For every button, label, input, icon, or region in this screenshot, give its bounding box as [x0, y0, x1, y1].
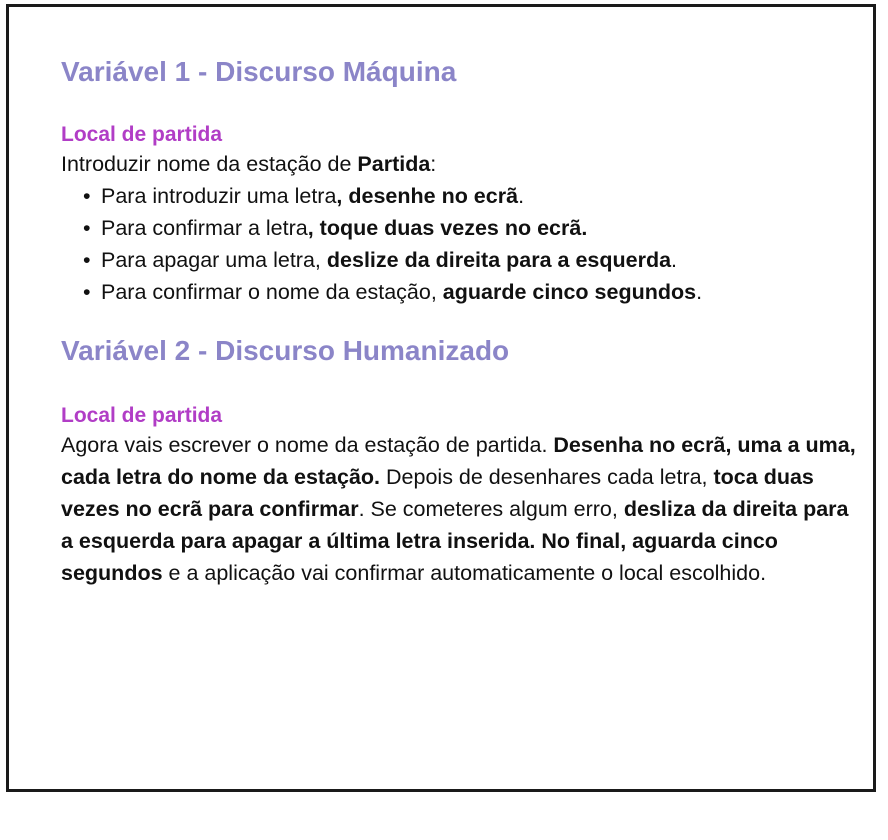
list-item-text: Para introduzir uma letra: [101, 184, 337, 208]
list-item: [83, 244, 861, 276]
bullet-icon: •: [83, 184, 91, 208]
variant1-title: Variável 1 - Discurso Máquina: [61, 56, 457, 87]
list-item-bold: deslize da direita para a esquerda: [326, 248, 672, 272]
variant2-paragraph: [61, 429, 861, 589]
list-item-bold: , toque duas vezes no ecrã.: [307, 216, 588, 240]
list-item-text: Para confirmar o nome da estação,: [101, 280, 443, 304]
variant2-text-3: . Se cometeres algum erro,: [358, 497, 624, 521]
list-item-text: Para apagar uma letra,: [101, 248, 327, 272]
variant1-intro-end: :: [430, 152, 437, 176]
variant1-section-title: Local de partida: [61, 123, 223, 146]
variant2-bold-4: No final, aguarda cinco segundos: [61, 529, 778, 585]
document-frame: [6, 4, 876, 792]
list-item: [83, 212, 861, 244]
variant2-bold-2: toca duas vezes no ecrã para confirmar: [61, 465, 814, 521]
variant1-intro-text: Introduzir nome da estação de: [61, 152, 358, 176]
variant2-bold-3: desliza da direita para a esquerda para apagar a última letra inserida.: [61, 497, 849, 553]
bullet-icon: •: [83, 216, 91, 240]
variant1-intro: [61, 148, 861, 180]
variant2-bold-1: Desenha no ecrã, uma a uma, cada letra do nome da estação.: [61, 433, 856, 489]
document-content: [61, 55, 861, 589]
variant2-section-title: Local de partida: [61, 404, 223, 427]
list-item-tail: .: [518, 184, 525, 208]
bullet-icon: •: [83, 248, 91, 272]
list-item-bold: aguarde cinco segundos: [442, 280, 697, 304]
list-item-text: Para confirmar a letra: [101, 216, 308, 240]
variant2-title: Variável 2 - Discurso Humanizado: [61, 335, 510, 366]
variant1-intro-bold: Partida: [357, 152, 431, 176]
list-item: [83, 276, 861, 308]
bullet-icon: •: [83, 280, 91, 304]
list-item: [83, 180, 861, 212]
variant2-text-1: Agora vais escrever o nome da estação de partida.: [61, 433, 554, 457]
variant2-text-5: e a aplicação vai confirmar automaticamente o local escolhido.: [162, 561, 767, 585]
variant2-text-2: Depois de desenhares cada letra,: [380, 465, 714, 489]
variant1-steps-list: [61, 180, 861, 308]
list-item-tail: .: [696, 280, 703, 304]
list-item-tail: .: [671, 248, 678, 272]
list-item-bold: , desenhe no ecrã: [336, 184, 519, 208]
